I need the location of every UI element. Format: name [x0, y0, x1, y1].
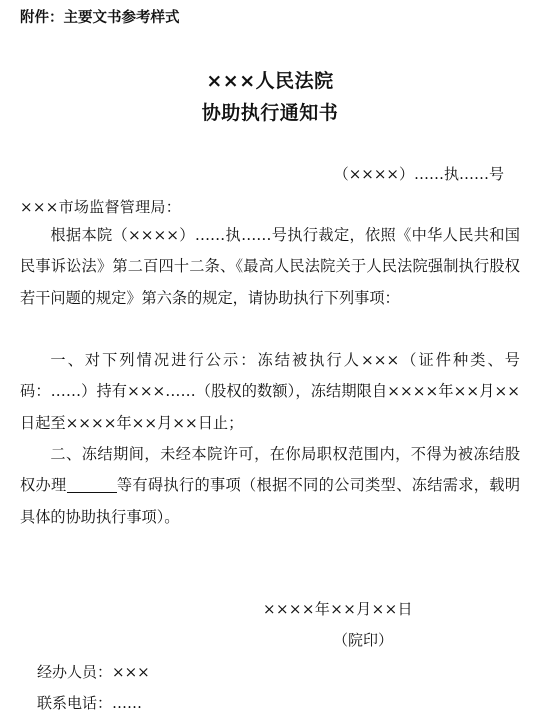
document-number: （××××）……执……号 [333, 165, 504, 183]
recipient: ×××市场监督管理局： [20, 198, 182, 216]
paragraph-item-2 [20, 439, 520, 533]
attachment-label: 附件：主要文书参考样式 [20, 10, 180, 26]
notice-title: 协助执行通知书 [201, 102, 339, 124]
court-seal: （院印） [333, 631, 394, 649]
paragraph-legal-basis: 根据本院（××××）……执……号执行裁定，依照《中华人民共和国民事诉讼法》第二百四十二条、《最高人民法院关于人民法院强制执行股权若干问题的规定》第六条的规定，请协助执行下列事项： [20, 226, 520, 307]
court-name-title: ×××人民法院 [206, 70, 334, 92]
blank-underline [67, 476, 117, 493]
paragraph-item-2-part-b: 等有碍执行的事项（根据不同的公司类型、冻结需求，载明具体的协助执行事项）。 [20, 476, 521, 526]
contact-phone-line: 联系电话：…… [37, 694, 143, 712]
paragraph-item-2-part-a: 二、冻结期间，未经本院许可，在你局职权范围内，不得为被冻结股权办理 [20, 445, 520, 495]
handler-line: 经办人员：××× [37, 663, 150, 681]
paragraph-item-1: 一、对下列情况进行公示：冻结被执行人×××（证件种类、号码：……）持有×××……（股权的数额），冻结期限自××××年××月××日起至××××年××月××日止； [20, 351, 520, 432]
issue-date: ××××年××月××日 [263, 600, 413, 618]
